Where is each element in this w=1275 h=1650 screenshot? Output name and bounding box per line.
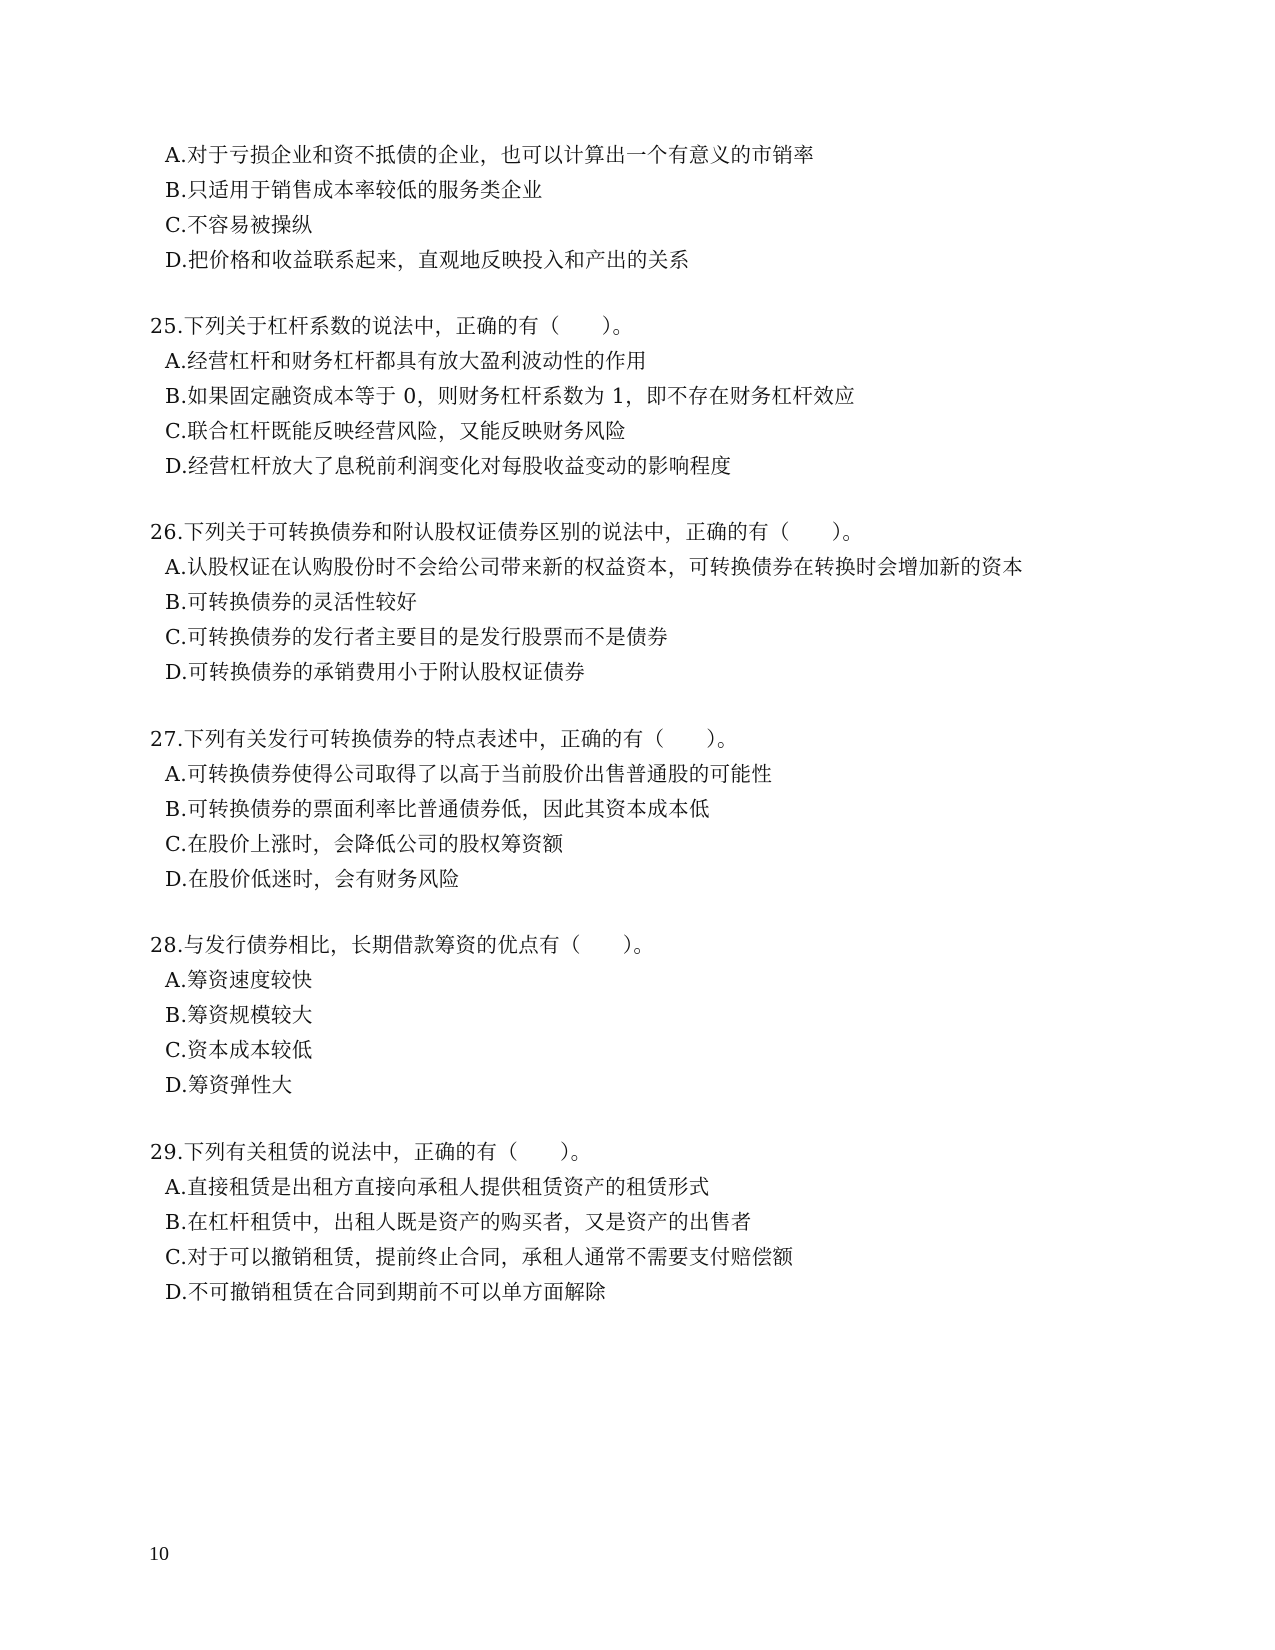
question-26-option-c: C.可转换债券的发行者主要目的是发行股票而不是债券 xyxy=(165,625,668,649)
question-25-option-b: B.如果固定融资成本等于 0，则财务杠杆系数为 1，即不存在财务杠杆效应 xyxy=(165,384,856,408)
question-28-option-c: C.资本成本较低 xyxy=(165,1038,313,1062)
question-25-option-d: D.经营杠杆放大了息税前利润变化对每股收益变动的影响程度 xyxy=(165,454,732,478)
question-27-option-c: C.在股价上涨时，会降低公司的股权筹资额 xyxy=(165,832,564,856)
question-26-option-b: B.可转换债券的灵活性较好 xyxy=(165,590,418,614)
lead-option-b: B.只适用于销售成本率较低的服务类企业 xyxy=(165,178,543,202)
question-28-stem: 28.与发行债券相比，长期借款筹资的优点有（ ）。 xyxy=(150,933,655,957)
question-27-option-b: B.可转换债券的票面利率比普通债券低，因此其资本成本低 xyxy=(165,797,710,821)
question-26-option-d: D.可转换债券的承销费用小于附认股权证债券 xyxy=(165,660,586,684)
question-29-option-a: A.直接租赁是出租方直接向承租人提供租赁资产的租赁形式 xyxy=(165,1175,710,1199)
lead-option-c: C.不容易被操纵 xyxy=(165,213,313,237)
question-29-option-c: C.对于可以撤销租赁，提前终止合同，承租人通常不需要支付赔偿额 xyxy=(165,1245,794,1269)
question-25-option-a: A.经营杠杆和财务杠杆都具有放大盈利波动性的作用 xyxy=(165,349,647,373)
question-27-option-d: D.在股价低迷时，会有财务风险 xyxy=(165,867,460,891)
lead-option-d: D.把价格和收益联系起来，直观地反映投入和产出的关系 xyxy=(165,248,690,272)
question-28-option-a: A.筹资速度较快 xyxy=(165,968,313,992)
question-29-option-b: B.在杠杆租赁中，出租人既是资产的购买者，又是资产的出售者 xyxy=(165,1210,752,1234)
question-25-stem: 25.下列关于杠杆系数的说法中，正确的有（ ）。 xyxy=(150,314,634,338)
question-26-stem: 26.下列关于可转换债券和附认股权证债券区别的说法中，正确的有（ ）。 xyxy=(150,520,864,544)
question-27-stem: 27.下列有关发行可转换债券的特点表述中，正确的有（ ）。 xyxy=(150,727,738,751)
question-25-option-c: C.联合杠杆既能反映经营风险，又能反映财务风险 xyxy=(165,419,627,443)
page-number: 10 xyxy=(149,1543,169,1565)
question-27-option-a: A.可转换债券使得公司取得了以高于当前股价出售普通股的可能性 xyxy=(165,762,773,786)
question-26-option-a: A.认股权证在认购股份时不会给公司带来新的权益资本，可转换债券在转换时会增加新的资本 xyxy=(165,555,1024,579)
question-29-stem: 29.下列有关租赁的说法中，正确的有（ ）。 xyxy=(150,1140,592,1164)
question-28-option-d: D.筹资弹性大 xyxy=(165,1073,293,1097)
question-29-option-d: D.不可撤销租赁在合同到期前不可以单方面解除 xyxy=(165,1280,607,1304)
lead-option-a: A.对于亏损企业和资不抵债的企业，也可以计算出一个有意义的市销率 xyxy=(165,143,815,167)
question-28-option-b: B.筹资规模较大 xyxy=(165,1003,313,1027)
